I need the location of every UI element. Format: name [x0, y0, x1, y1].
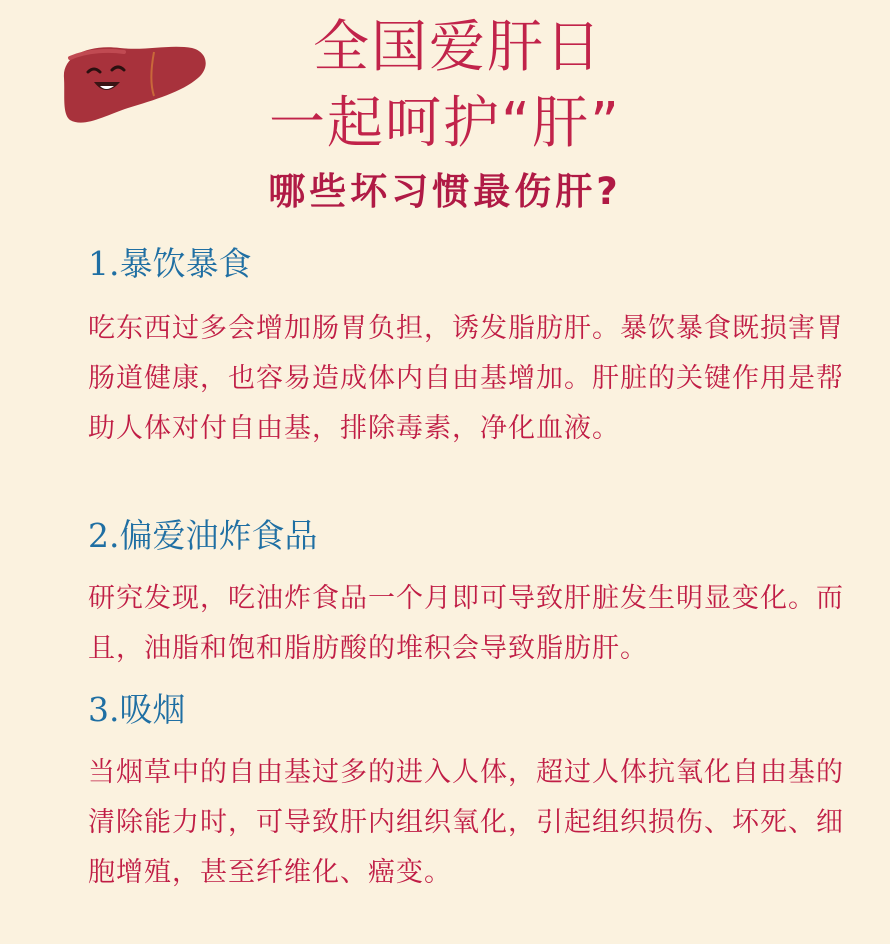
- page-subtitle: 哪些坏习惯最伤肝?: [268, 170, 622, 213]
- section-body-1: 吃东西过多会增加肠胃负担，诱发脂肪肝。暴饮暴食既损害胃肠道健康，也容易造成体内自由基增加。肝脏的关键作用是帮助人体对付自由基，排除毒素，净化血液。: [88, 313, 844, 444]
- section-heading-2: 2.偏爱油炸食品: [88, 516, 318, 555]
- page-title-line-2: 一起呵护“肝”: [268, 91, 622, 156]
- section-heading-3: 3.吸烟: [88, 690, 186, 729]
- section-body-3: 当烟草中的自由基过多的进入人体，超过人体抗氧化自由基的清除能力时，可导致肝内组织氧化，引起组织损伤、坏死、细胞增殖，甚至纤维化、癌变。: [88, 757, 844, 888]
- section-heading-1: 1.暴饮暴食: [88, 244, 252, 283]
- page-title-line-1: 全国爱肝日: [313, 15, 603, 80]
- section-body-2: 研究发现，吃油炸食品一个月即可导致肝脏发生明显变化。而且，油脂和饱和脂肪酸的堆积会导致脂肪肝。: [88, 583, 844, 664]
